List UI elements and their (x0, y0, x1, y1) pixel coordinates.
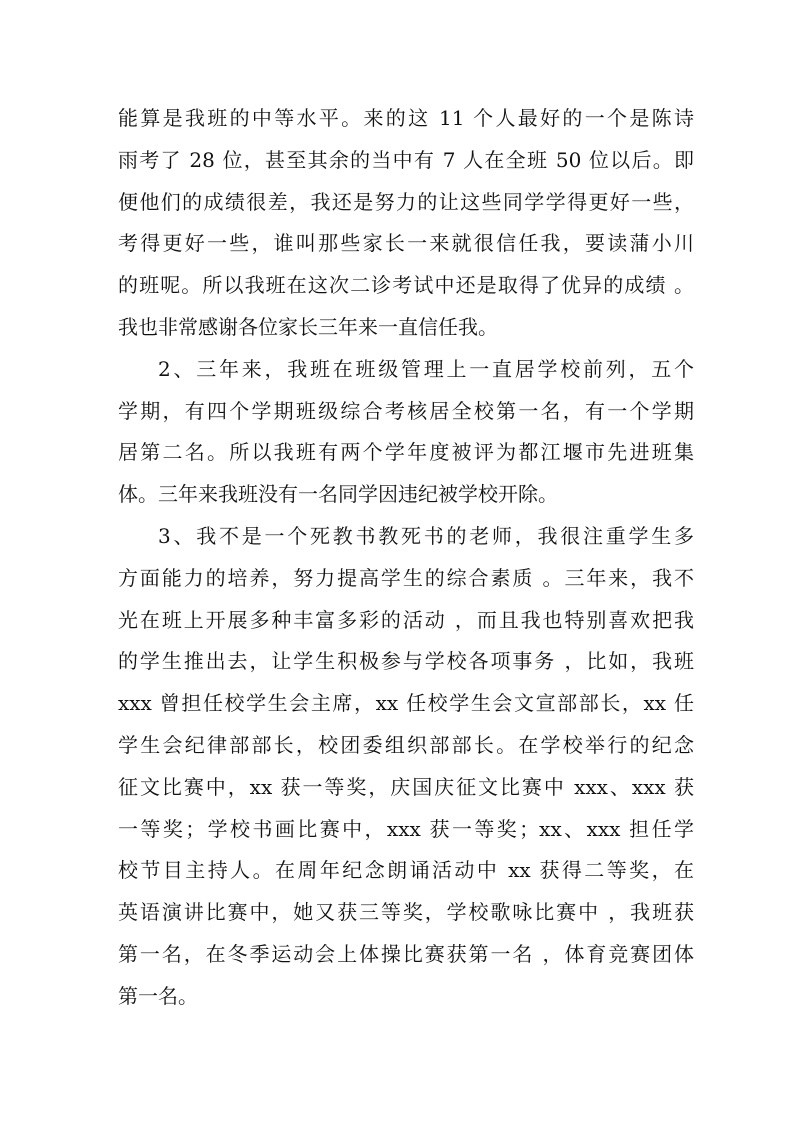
text-line: 的班呢。所以我班在这次二诊考试中还是取得了优异的成绩 。 (118, 273, 694, 298)
document-body (118, 98, 694, 1018)
text-line: 一等奖；学校书画比赛中，xxx 获一等奖；xx、xxx 担任学 (118, 816, 694, 841)
text-line: 我也非常感谢各位家长三年来一直信任我。 (118, 314, 498, 339)
text-line: 征文比赛中，xx 获一等奖，庆国庆征文比赛中 xxx、xxx 获 (118, 774, 694, 799)
text-line: 英语演讲比赛中，她又获三等奖，学校歌咏比赛中 ，我班获 (118, 900, 694, 925)
text-line: 第一名，在冬季运动会上体操比赛获第一名 ，体育竞赛团体 (118, 941, 694, 966)
text-line: 方面能力的培养，努力提高学生的综合素质 。三年来，我不 (118, 565, 694, 590)
text-line: 第一名。 (118, 983, 198, 1008)
text-line: 居第二名。所以我班有两个学年度被评为都江堰市先进班集 (118, 440, 694, 465)
text-line: 能算是我班的中等水平。来的这 11 个人最好的一个是陈诗 (118, 106, 694, 130)
text-line: 体。三年来我班没有一名同学因违纪被学校开除。 (118, 482, 558, 507)
text-line: 校节目主持人。在周年纪念朗诵活动中 xx 获得二等奖，在 (118, 858, 694, 883)
text-line: xxx 曾担任校学生会主席，xx 任校学生会文宣部部长，xx 任 (118, 691, 694, 716)
text-line: 考得更好一些，谁叫那些家长一来就很信任我，要读蒲小川 (118, 231, 694, 256)
text-line: 便他们的成绩很差，我还是努力的让这些同学学得更好一些， (118, 189, 694, 214)
text-line: 的学生推出去，让学生积极参与学校各项事务 ，比如，我班 (118, 649, 694, 674)
text-line: 学期，有四个学期班级综合考核居全校第一名，有一个学期 (118, 398, 694, 423)
text-line: 光在班上开展多种丰富多彩的活动 ，而且我也特别喜欢把我 (118, 607, 694, 632)
text-line: 学生会纪律部部长，校团委组织部部长。在学校举行的纪念 (118, 732, 694, 757)
text-line: 雨考了 28 位，甚至其余的当中有 7 人在全班 50 位以后。即 (118, 147, 694, 172)
paragraph-start-line: 2、三年来，我班在班级管理上一直居学校前列，五个 (158, 356, 694, 381)
paragraph-start-line: 3、我不是一个死教书教死书的老师，我很注重学生多 (158, 523, 694, 548)
